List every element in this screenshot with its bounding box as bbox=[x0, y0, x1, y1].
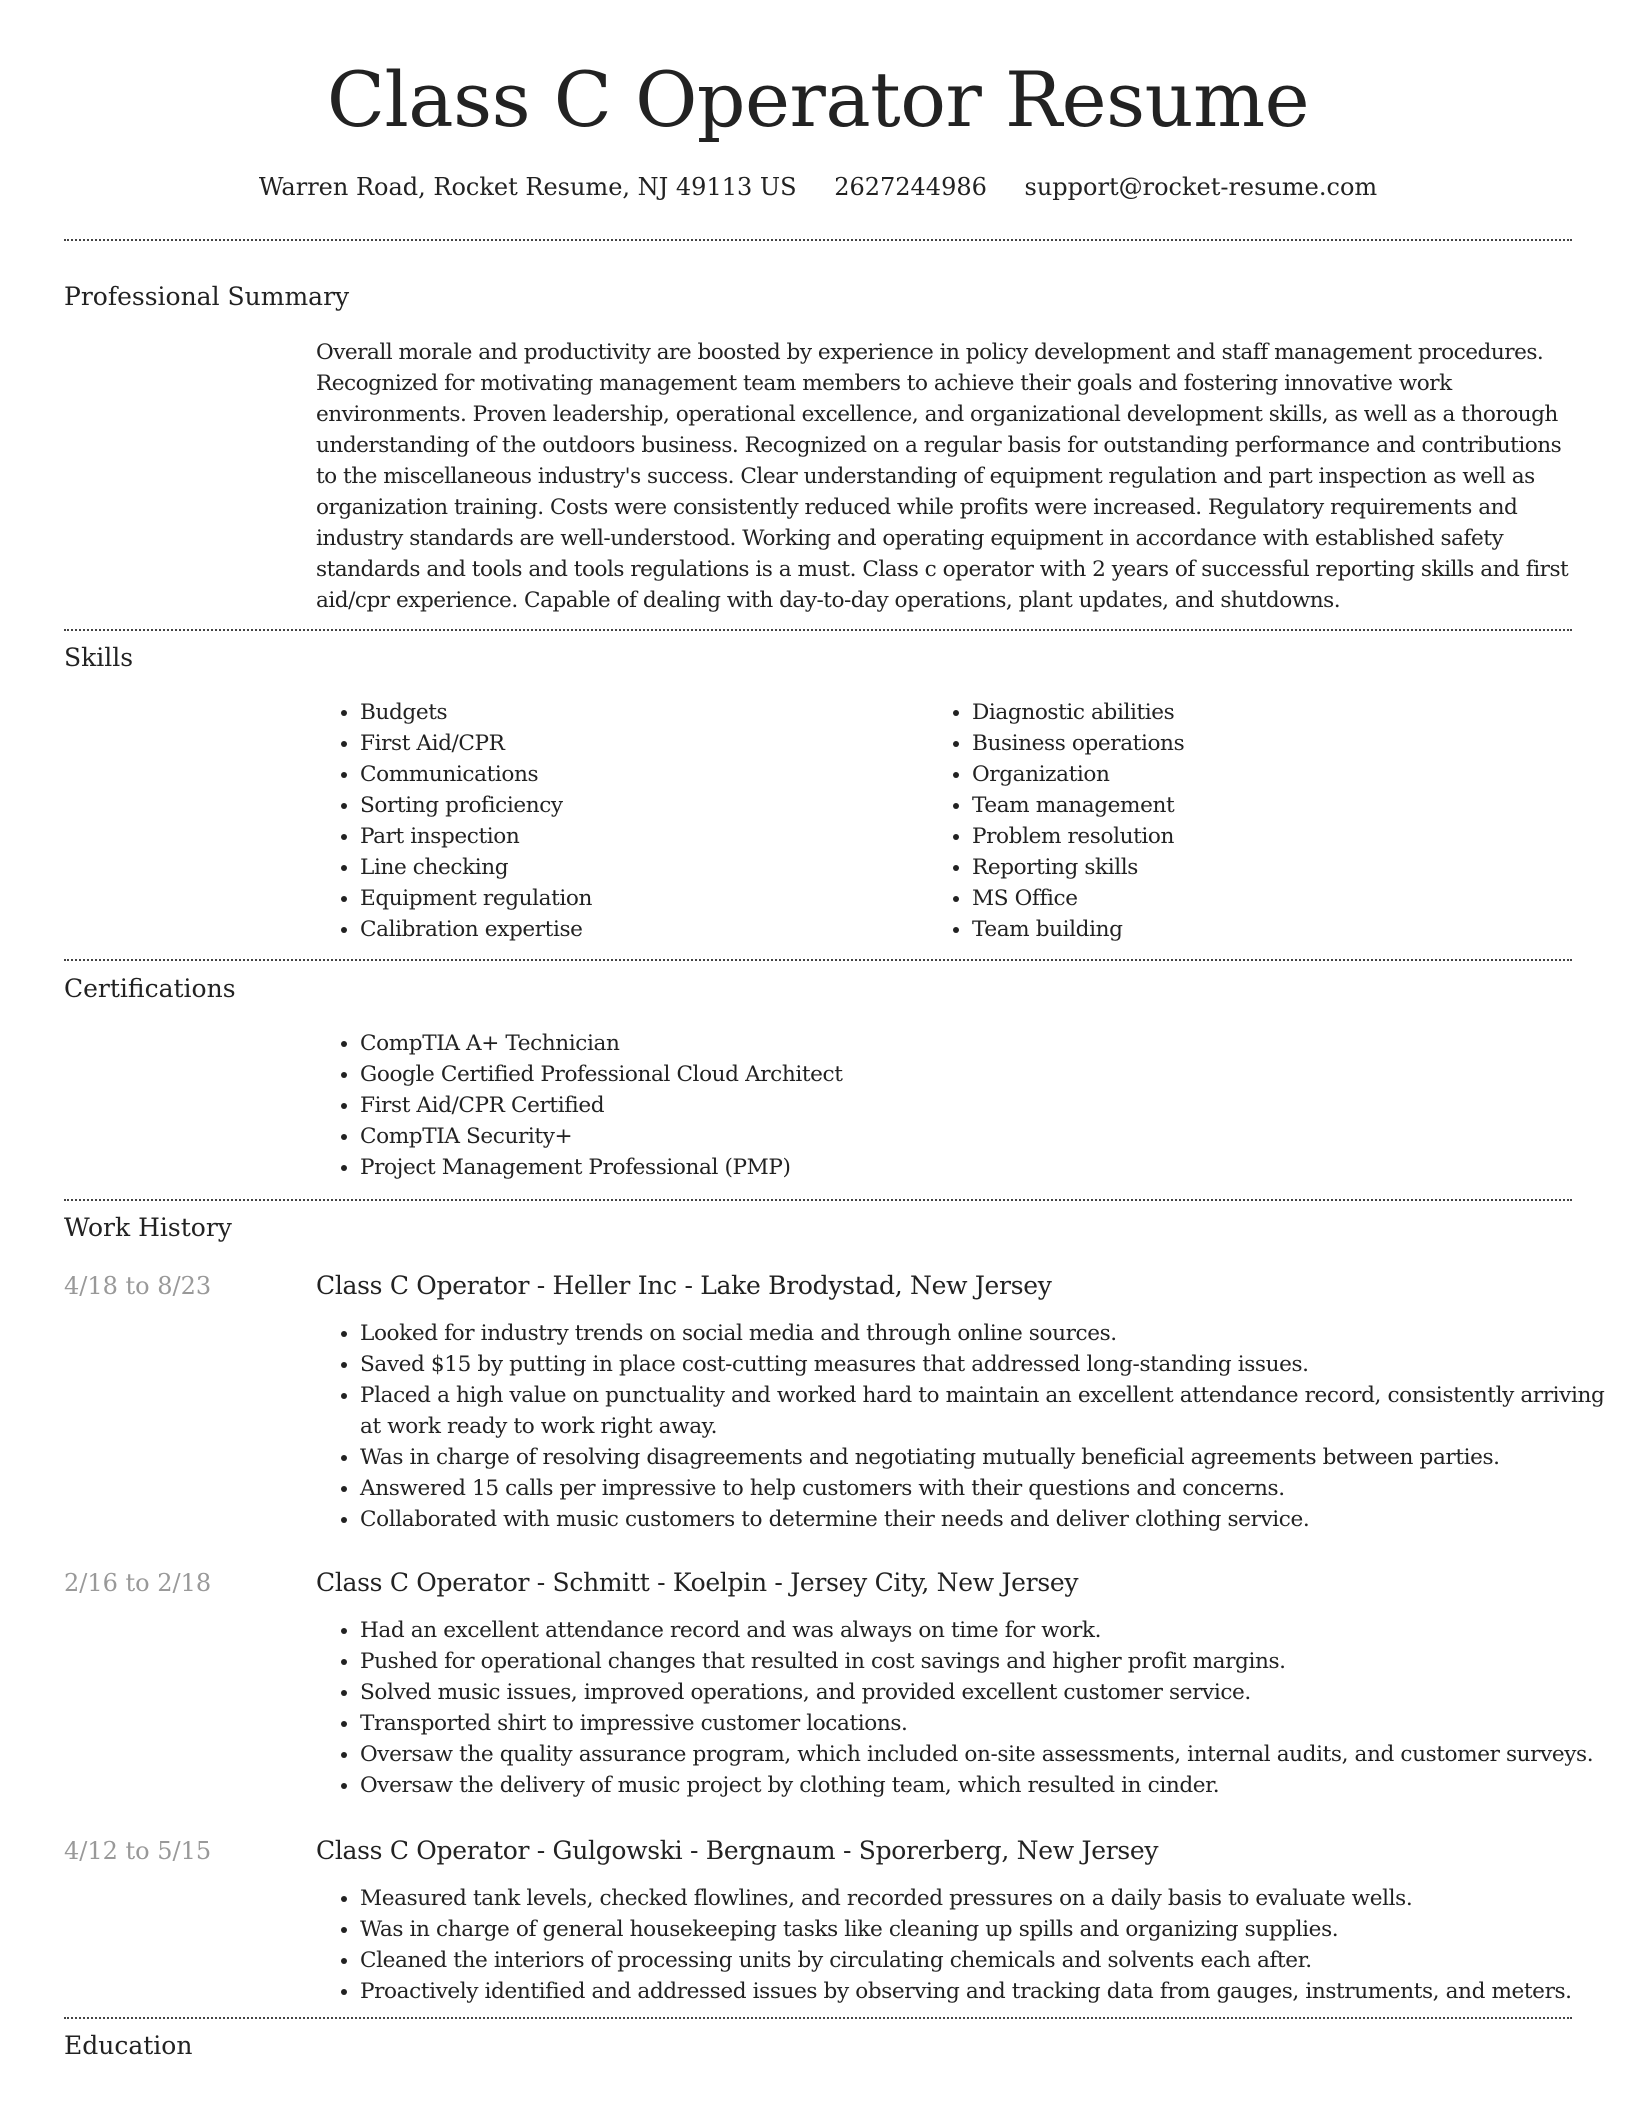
list-item: • Saved $15 by putting in place cost-cutting measures that addressed long-standing issues. bbox=[360, 1349, 1622, 1380]
list-item: • Equipment regulation bbox=[360, 883, 920, 914]
list-item: • Oversaw the delivery of music project by clothing team, which resulted in cinder. bbox=[360, 1770, 1622, 1801]
divider bbox=[64, 959, 1572, 961]
skills-list-left bbox=[316, 697, 920, 945]
list-item: • CompTIA A+ Technician bbox=[360, 1028, 1560, 1059]
list-item: • Pushed for operational changes that resulted in cost savings and higher profit margins. bbox=[360, 1646, 1622, 1677]
list-item: • Placed a high value on punctuality and worked hard to maintain an excellent attendance record, consistently arriving at work ready to work right away. bbox=[360, 1380, 1622, 1442]
list-item: • Measured tank levels, checked flowlines, and recorded pressures on a daily basis to evaluate wells. bbox=[360, 1883, 1622, 1914]
divider bbox=[64, 629, 1572, 631]
summary-text: Overall morale and productivity are boosted by experience in policy development and staff management procedures. Recognized for motivating management team members to achieve their goals and fostering innovative work environments. Proven leadership, operational excellence, and organizational development skills, as well as a thorough understanding of the outdoors business. Recognized on a regular basis for outstanding performance and contributions to the miscellaneous industry's success. Clear understanding of equipment regulation and part inspection as well as organization training. Costs were consistently reduced while profits were increased. Regulatory requirements and industry standards are well-understood. Working and operating equipment in accordance with established safety standards and tools and tools regulations is a must. Class c operator with 2 years of successful reporting skills and first aid/cpr experience. Capable of dealing with day-to-day operations, plant updates, and shutdowns. bbox=[316, 340, 1569, 613]
list-item: • Collaborated with music customers to determine their needs and deliver clothing service. bbox=[360, 1504, 1622, 1535]
list-item: • Cleaned the interiors of processing units by circulating chemicals and solvents each after. bbox=[360, 1945, 1622, 1976]
list-item: • Communications bbox=[360, 759, 920, 790]
list-item: • Team building bbox=[972, 914, 1572, 945]
list-item: • Business operations bbox=[972, 728, 1572, 759]
contact-phone: 2627244986 bbox=[834, 173, 987, 201]
certifications-list bbox=[316, 1028, 1560, 1183]
divider bbox=[64, 2017, 1572, 2019]
list-item: • Was in charge of general housekeeping tasks like cleaning up spills and organizing supplies. bbox=[360, 1914, 1622, 1945]
list-item: • MS Office bbox=[972, 883, 1572, 914]
skills-list-right bbox=[928, 697, 1572, 945]
job-bullets bbox=[316, 1615, 1622, 1801]
list-item: • Oversaw the quality assurance program, which included on-site assessments, internal audits, and customer surveys. bbox=[360, 1739, 1622, 1770]
list-item: • Google Certified Professional Cloud Architect bbox=[360, 1059, 1560, 1090]
list-item: • Transported shirt to impressive customer locations. bbox=[360, 1708, 1622, 1739]
section-heading-certifications: Certifications bbox=[64, 974, 236, 1003]
page-title: Class C Operator Resume bbox=[326, 55, 1310, 144]
job-title: Class C Operator - Schmitt - Koelpin - Jersey City, New Jersey bbox=[316, 1568, 1079, 1597]
list-item: • First Aid/CPR bbox=[360, 728, 920, 759]
contact-address: Warren Road, Rocket Resume, NJ 49113 US bbox=[258, 173, 797, 201]
divider bbox=[64, 1199, 1572, 1201]
job-title: Class C Operator - Gulgowski - Bergnaum - Sporerberg, New Jersey bbox=[316, 1836, 1159, 1865]
list-item: • Solved music issues, improved operations, and provided excellent customer service. bbox=[360, 1677, 1622, 1708]
list-item: • Reporting skills bbox=[972, 852, 1572, 883]
list-item: • Sorting proficiency bbox=[360, 790, 920, 821]
list-item: • Line checking bbox=[360, 852, 920, 883]
section-heading-work-history: Work History bbox=[64, 1213, 232, 1242]
contact-email: support@rocket-resume.com bbox=[1024, 173, 1378, 201]
job-dates: 4/18 to 8/23 bbox=[64, 1272, 212, 1300]
section-heading-summary: Professional Summary bbox=[64, 282, 350, 311]
list-item: • Part inspection bbox=[360, 821, 920, 852]
job-bullets bbox=[316, 1883, 1622, 2007]
list-item: • Proactively identified and addressed issues by observing and tracking data from gauges, instruments, and meters. bbox=[360, 1976, 1622, 2007]
list-item: • Budgets bbox=[360, 697, 920, 728]
list-item: • CompTIA Security+ bbox=[360, 1121, 1560, 1152]
list-item: • Looked for industry trends on social media and through online sources. bbox=[360, 1318, 1622, 1349]
job-dates: 4/12 to 5/15 bbox=[64, 1837, 212, 1865]
list-item: • Problem resolution bbox=[972, 821, 1572, 852]
list-item: • Was in charge of resolving disagreements and negotiating mutually beneficial agreements between parties. bbox=[360, 1442, 1622, 1473]
list-item: • Had an excellent attendance record and was always on time for work. bbox=[360, 1615, 1622, 1646]
list-item: • Answered 15 calls per impressive to help customers with their questions and concerns. bbox=[360, 1473, 1622, 1504]
section-heading-education: Education bbox=[64, 2031, 193, 2060]
job-title: Class C Operator - Heller Inc - Lake Brodystad, New Jersey bbox=[316, 1271, 1052, 1300]
section-heading-skills: Skills bbox=[64, 643, 134, 672]
list-item: • Project Management Professional (PMP) bbox=[360, 1152, 1560, 1183]
list-item: • Diagnostic abilities bbox=[972, 697, 1572, 728]
job-dates: 2/16 to 2/18 bbox=[64, 1569, 212, 1597]
list-item: • Organization bbox=[972, 759, 1572, 790]
contact-line bbox=[64, 170, 1572, 204]
list-item: • First Aid/CPR Certified bbox=[360, 1090, 1560, 1121]
list-item: • Team management bbox=[972, 790, 1572, 821]
list-item: • Calibration expertise bbox=[360, 914, 920, 945]
job-bullets bbox=[316, 1318, 1622, 1535]
divider bbox=[64, 239, 1572, 241]
